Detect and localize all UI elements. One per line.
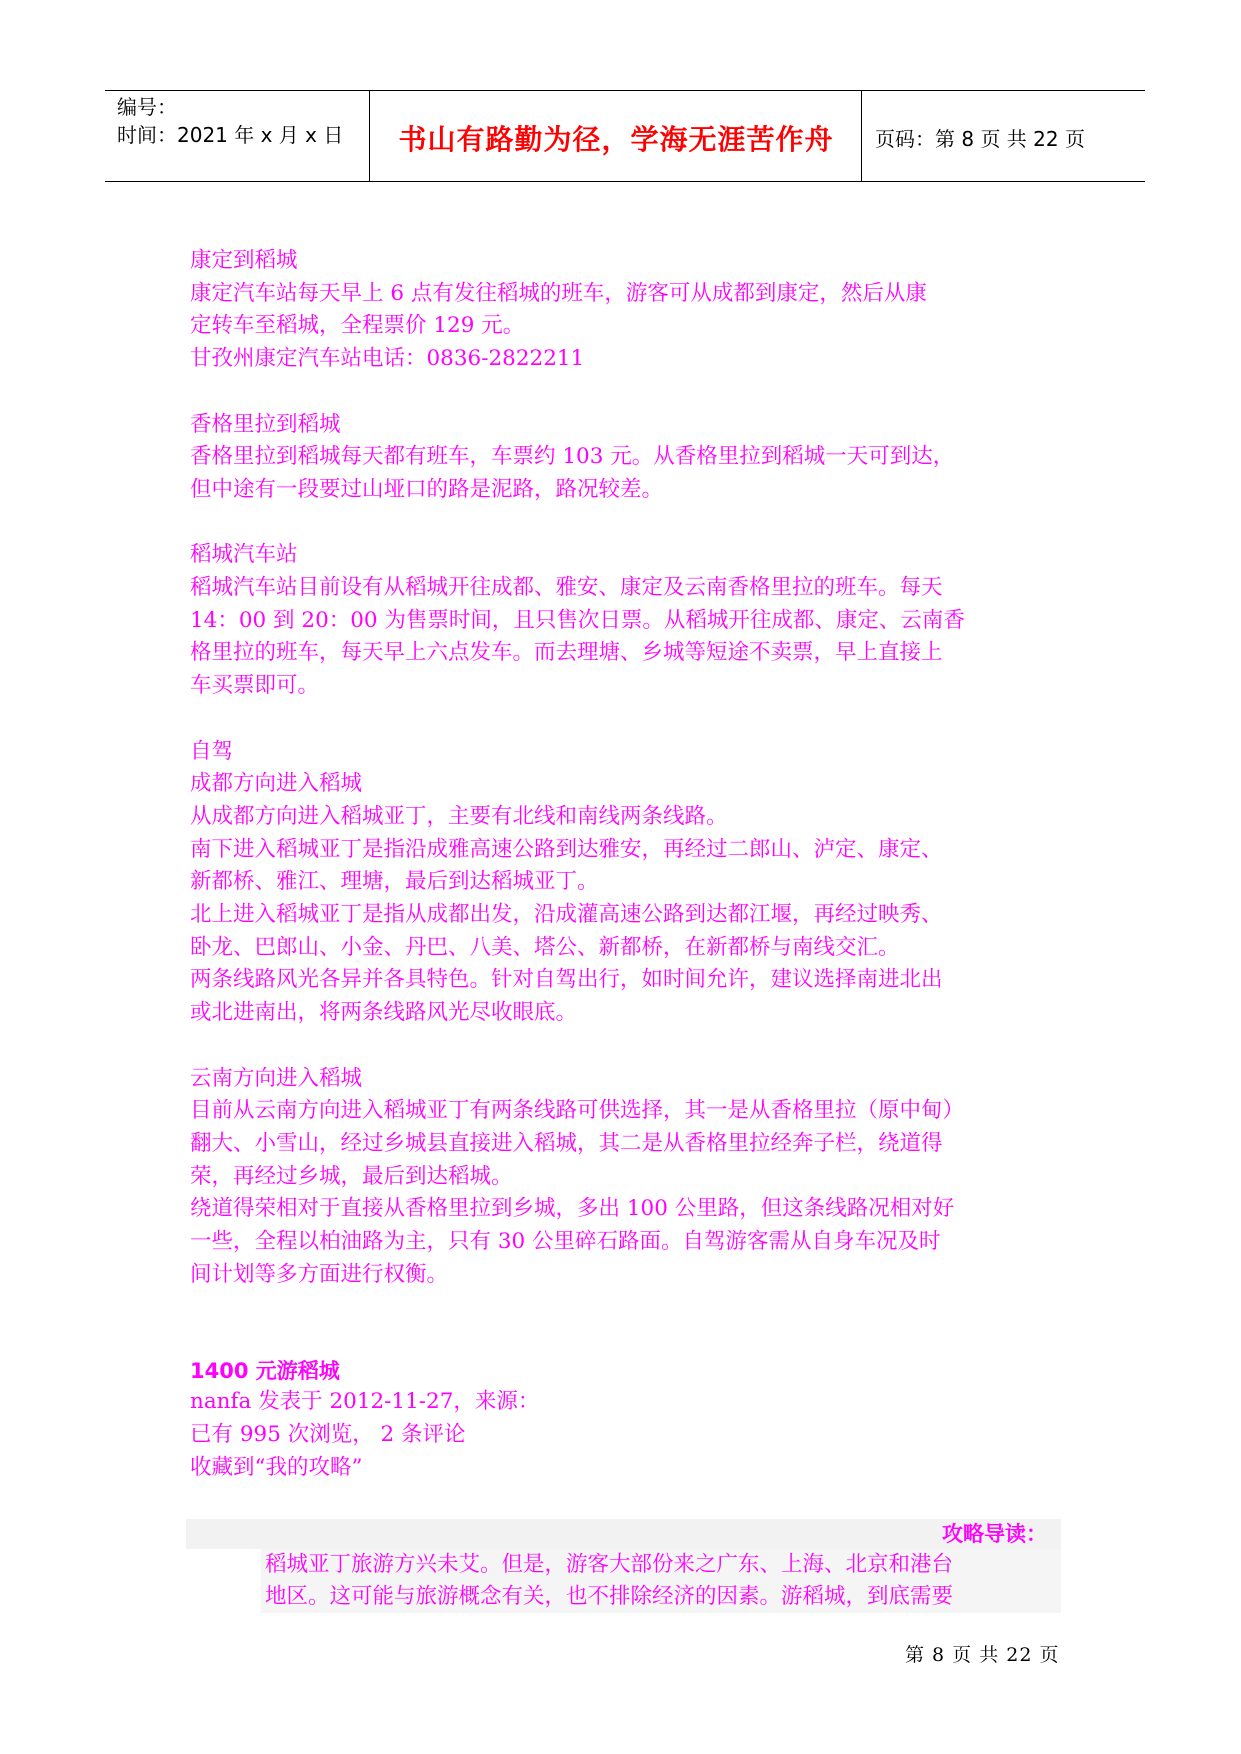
header-page-label: 页码：第 8 页 共 22 页 <box>875 127 1085 151</box>
article-favorite-link[interactable]: 收藏到“我的攻略” <box>190 1454 363 1480</box>
section-title-station: 稻城汽车站 <box>190 542 298 568</box>
paragraph-line: 一些，全程以柏油路为主，只有 30 公里碎石路面。自驾游客需从自身车况及时 <box>190 1229 941 1255</box>
paragraph-line: 但中途有一段要过山垭口的路是泥路，路况较差。 <box>190 476 664 502</box>
paragraph-line: 间计划等多方面进行权衡。 <box>190 1261 449 1287</box>
header-meta <box>117 93 367 149</box>
paragraph-line: 格里拉的班车，每天早上六点发车。而去理塘、乡城等短途不卖票，早上直接上 <box>190 640 943 666</box>
guide-line: 稻城亚丁旅游方兴未艾。但是，游客大部份来之广东、上海、北京和港台 <box>265 1552 954 1577</box>
paragraph-line: 车买票即可。 <box>190 673 320 699</box>
header-divider-right <box>861 91 862 181</box>
section-title-selfdrive: 自驾 <box>190 738 234 764</box>
guide-box <box>186 1519 1061 1609</box>
document-body <box>190 245 1070 1485</box>
paragraph-line: 康定汽车站每天早上 6 点有发往稻城的班车，游客可从成都到康定，然后从康 <box>190 280 927 306</box>
paragraph-line: 北上进入稻城亚丁是指从成都出发，沿成灌高速公路到达都江堰，再经过映秀、 <box>190 902 943 928</box>
paragraph-line: 两条线路风光各异并各具特色。针对自驾出行，如时间允许，建议选择南进北出 <box>190 967 943 993</box>
guide-label: 攻略导读： <box>186 1519 1061 1549</box>
header-number-label: 编号： <box>117 95 177 119</box>
header-time-label: 时间：2021 年 x 月 x 日 <box>117 123 344 147</box>
guide-body <box>261 1549 1061 1613</box>
paragraph-line: 从成都方向进入稻城亚丁，主要有北线和南线两条线路。 <box>190 803 728 829</box>
header-motto: 书山有路勤为径，学海无涯苦作舟 <box>398 123 834 156</box>
paragraph-line: 甘孜州康定汽车站电话：0836-2822211 <box>190 346 585 372</box>
paragraph-line: 南下进入稻城亚丁是指沿成雅高速公路到达雅安，再经过二郎山、泸定、康定、 <box>190 836 943 862</box>
section-title-yunnan: 云南方向进入稻城 <box>190 1065 363 1091</box>
guide-line: 地区。这可能与旅游概念有关，也不排除经济的因素。游稻城，到底需要 <box>265 1584 954 1609</box>
paragraph-line: 翻大、小雪山，经过乡城县直接进入稻城，其二是从香格里拉经奔子栏，绕道得 <box>190 1130 943 1156</box>
section-subtitle-chengdu: 成都方向进入稻城 <box>190 771 363 797</box>
paragraph-line: 荣，再经过乡城，最后到达稻城。 <box>190 1163 513 1189</box>
page-header <box>105 90 1145 182</box>
paragraph-line: 稻城汽车站目前设有从稻城开往成都、雅安、康定及云南香格里拉的班车。每天 <box>190 575 943 600</box>
paragraph-line: 新都桥、雅江、理塘，最后到达稻城亚丁。 <box>190 869 599 895</box>
paragraph-line: 目前从云南方向进入稻城亚丁有两条线路可供选择，其一是从香格里拉（原中甸） <box>190 1098 965 1124</box>
paragraph-line: 14：00 到 20：00 为售票时间，且只售次日票。从稻城开往成都、康定、云南香 <box>190 607 965 633</box>
article-author-date: nanfa 发表于 2012-11-27，来源： <box>190 1389 540 1415</box>
paragraph-line: 或北进南出，将两条线路风光尽收眼底。 <box>190 1000 578 1026</box>
paragraph-line: 绕道得荣相对于直接从香格里拉到乡城，多出 100 公里路，但这条线路况相对好 <box>190 1196 955 1222</box>
section-title-kangding: 康定到稻城 <box>190 248 298 273</box>
page-footer: 第 8 页 共 22 页 <box>905 1644 1060 1666</box>
paragraph-line: 香格里拉到稻城每天都有班车，车票约 103 元。从香格里拉到稻城一天可到达， <box>190 444 955 470</box>
article-stats: 已有 995 次浏览， 2 条评论 <box>190 1422 466 1448</box>
article-title: 1400 元游稻城 <box>190 1359 340 1384</box>
header-divider-left <box>369 91 370 181</box>
paragraph-line: 定转车至稻城，全程票价 129 元。 <box>190 313 525 339</box>
paragraph-line: 卧龙、巴郎山、小金、丹巴、八美、塔公、新都桥，在新都桥与南线交汇。 <box>190 934 900 960</box>
section-title-shangrila: 香格里拉到稻城 <box>190 411 341 437</box>
